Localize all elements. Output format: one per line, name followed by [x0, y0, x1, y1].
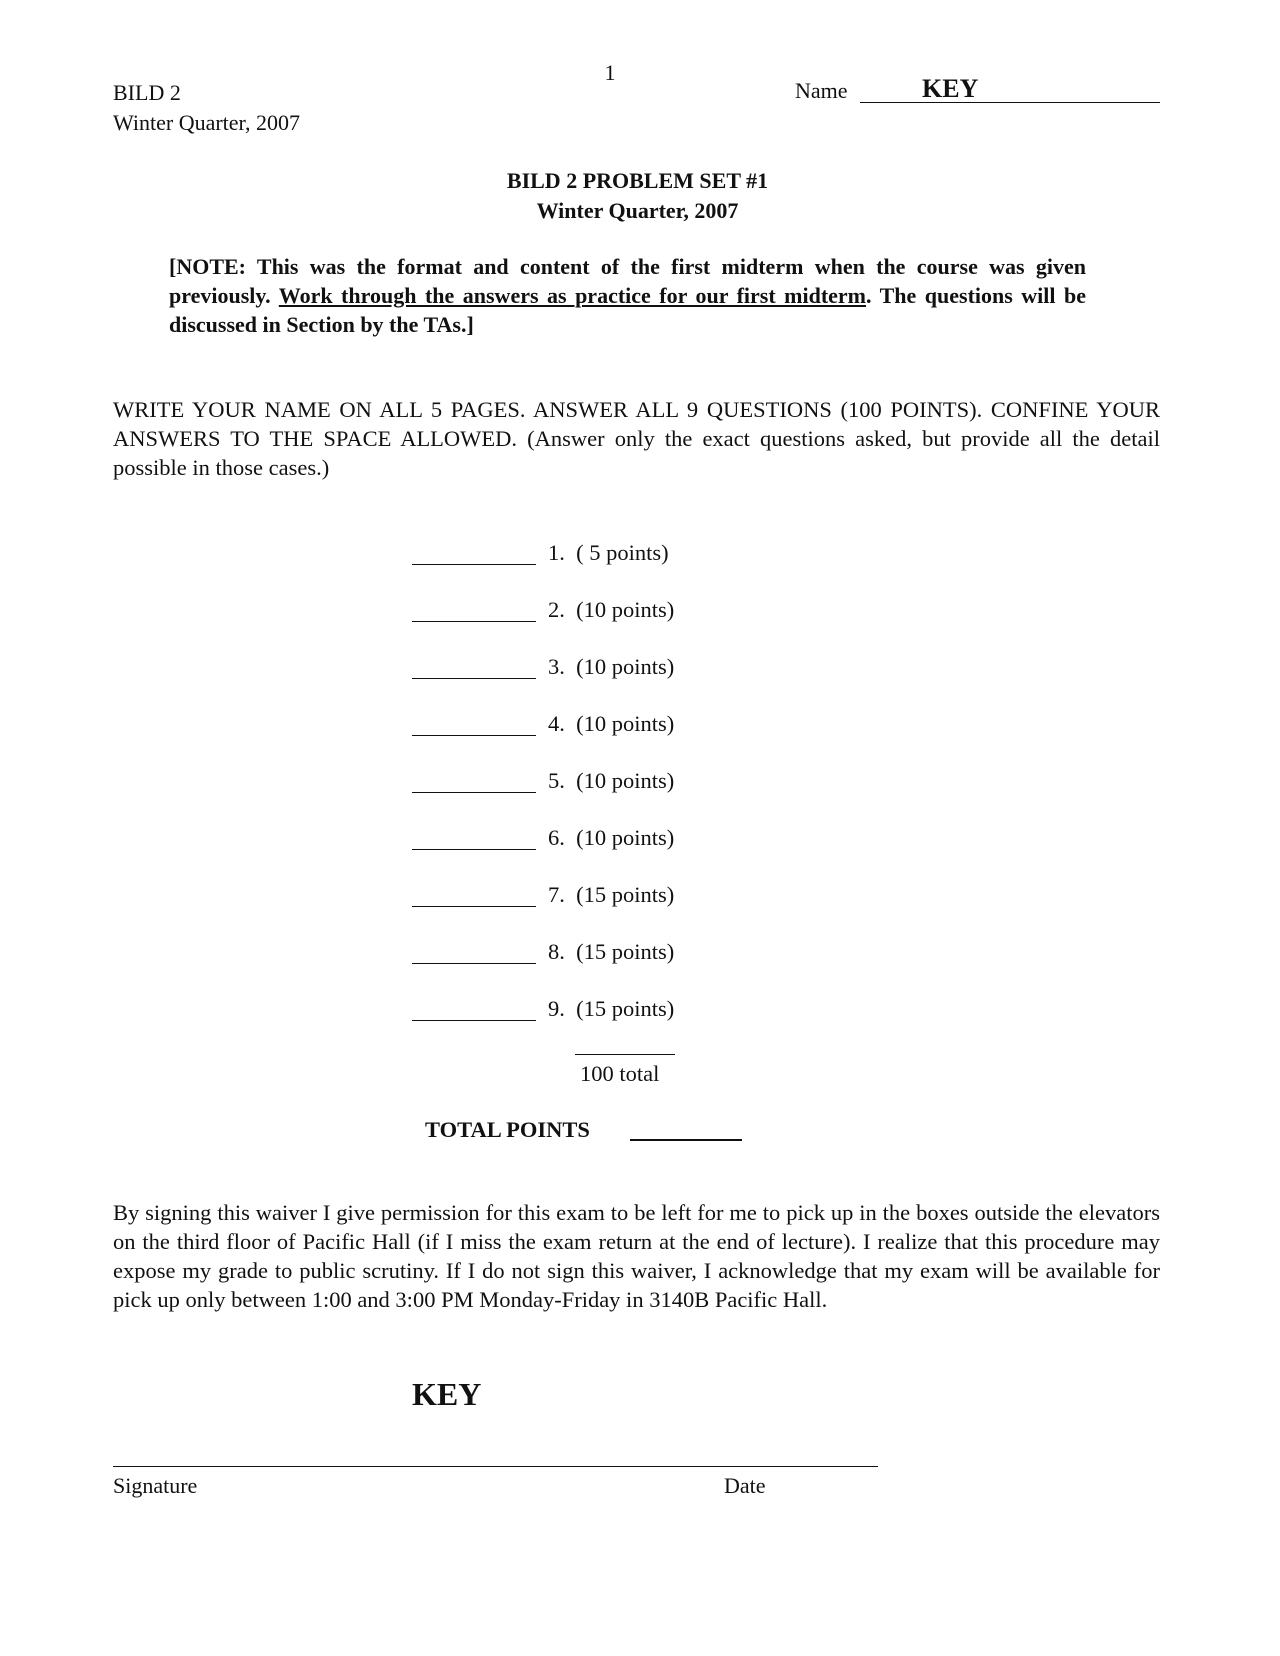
score-blank — [412, 963, 536, 964]
score-blank — [412, 792, 536, 793]
total-value: 100 total — [580, 1061, 660, 1086]
score-row — [412, 882, 732, 912]
total-points-blank — [630, 1139, 742, 1141]
score-row — [412, 540, 732, 570]
course-code: BILD 2 — [113, 80, 181, 105]
score-blank — [412, 849, 536, 850]
score-label: 1. ( 5 points) — [548, 540, 669, 565]
name-label: Name — [795, 78, 848, 103]
score-label: 7. (15 points) — [548, 882, 675, 907]
score-blank — [412, 564, 536, 565]
score-row — [412, 768, 732, 798]
score-row — [412, 597, 732, 627]
score-blank — [412, 621, 536, 622]
score-label: 2. (10 points) — [548, 597, 675, 622]
score-row — [412, 996, 732, 1026]
total-rule — [575, 1054, 675, 1055]
course-term: Winter Quarter, 2007 — [113, 110, 300, 135]
instructions-paragraph: WRITE YOUR NAME ON ALL 5 PAGES. ANSWER ALL 9 QUESTIONS (100 POINTS). CONFINE YOUR ANSWERS TO THE SPACE ALLOWED. (Answer only the exact questions asked, but provide all the detail possible in those cases.) — [113, 397, 1160, 480]
score-label: 9. (15 points) — [548, 996, 675, 1021]
note-paragraph — [169, 252, 1086, 339]
score-label: 5. (10 points) — [548, 768, 675, 793]
note-part-1: [NOTE: This was the format and content of the first midterm when the course was given previously. — [169, 254, 1086, 308]
title-line-2: Winter Quarter, 2007 — [536, 198, 739, 223]
score-blank — [412, 735, 536, 736]
signature-label: Signature — [113, 1473, 198, 1498]
score-label: 8. (15 points) — [548, 939, 675, 964]
total-points-label: TOTAL POINTS — [425, 1117, 590, 1142]
score-blank — [412, 1020, 536, 1021]
note-underlined: Work through the answers as practice for our first midterm — [278, 283, 867, 308]
score-label: 3. (10 points) — [548, 654, 675, 679]
page-number: 1 — [604, 60, 616, 85]
score-row — [412, 939, 732, 969]
signature-value: KEY — [412, 1376, 482, 1412]
waiver-paragraph: By signing this waiver I give permission for this exam to be left for me to pick up in the boxes outside the elevators on the third floor of Pacific Hall (if I miss the exam return at the end of lecture). I realize that this procedure may expose my grade to public scrutiny. If I do not sign this waiver, I acknowledge that my exam will be available for pick up only between 1:00 and 3:00 PM Monday-Friday in 3140B Pacific Hall. — [113, 1200, 1160, 1312]
score-blank — [412, 906, 536, 907]
note-part-2: . The questions will be discussed in Section by the TAs.] — [169, 283, 1087, 337]
score-row — [412, 711, 732, 741]
name-field-line — [860, 102, 1160, 103]
name-value: KEY — [922, 74, 979, 103]
score-row — [412, 825, 732, 855]
score-label: 6. (10 points) — [548, 825, 675, 850]
score-blank — [412, 678, 536, 679]
title-line-1: BILD 2 PROBLEM SET #1 — [506, 168, 769, 193]
date-label: Date — [724, 1473, 766, 1498]
score-label: 4. (10 points) — [548, 711, 675, 736]
score-row — [412, 654, 732, 684]
signature-line — [113, 1466, 878, 1467]
course-header — [113, 78, 300, 138]
document-title — [0, 166, 1275, 226]
